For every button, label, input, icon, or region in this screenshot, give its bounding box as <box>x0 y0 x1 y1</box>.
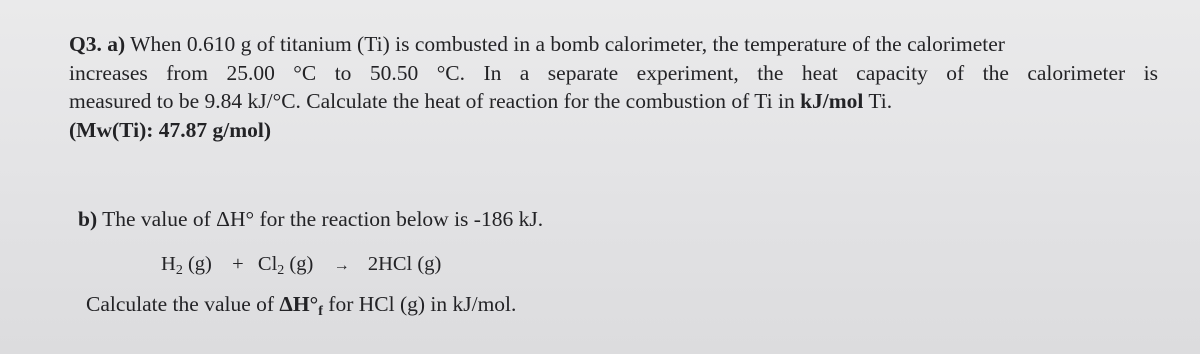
part-a-text-1: When 0.610 g of titanium (Ti) is combusted in a bomb calorimeter, the temperature of the calorimeter <box>130 32 1005 56</box>
part-a-text-3-end: Ti. <box>868 89 893 113</box>
plus-sign: + <box>232 253 244 275</box>
part-b-text: The value of ΔH° for the reaction below is -186 kJ. <box>102 207 544 231</box>
part-a-line-1 <box>69 32 1005 56</box>
unit-kj-per-mol: kJ/mol <box>800 89 864 113</box>
part-b-label: b) <box>78 207 98 231</box>
reaction-arrow: → <box>333 257 350 274</box>
part-a-line-2 <box>69 61 1158 85</box>
part-a-text-3: measured to be 9.84 kJ/°C. Calculate the heat of reaction for the combustion of Ti in <box>69 89 795 113</box>
reactant-h2-state: (g) <box>187 253 212 275</box>
part-a-label: a) <box>107 32 126 56</box>
part-b-statement <box>78 207 543 231</box>
question-number: Q3. <box>69 32 102 56</box>
part-b-question-text: Calculate the value of <box>86 292 275 316</box>
part-a-molar-mass <box>69 118 271 142</box>
product-hcl: 2HCl (g) <box>367 253 442 275</box>
part-b-question-end: for HCl (g) in kJ/mol. <box>328 292 517 316</box>
part-a-text-2: increases from 25.00 °C to 50.50 °C. In a separate experiment, the heat capacity of the calorimeter is <box>69 61 1158 85</box>
reactant-cl2: $Cl_2$ <box>257 253 285 278</box>
reactant-cl2-state: (g) <box>289 253 314 275</box>
molar-mass-text: (Mw(Ti): 47.87 g/mol) <box>69 118 272 142</box>
reactant-h2: $H_2$ <box>161 253 183 278</box>
delta-h-formation-symbol: $\Delta H^\circ_f$ <box>279 292 323 319</box>
reaction-equation <box>161 252 441 278</box>
part-a-line-3 <box>69 89 892 113</box>
part-b-question <box>86 292 517 319</box>
